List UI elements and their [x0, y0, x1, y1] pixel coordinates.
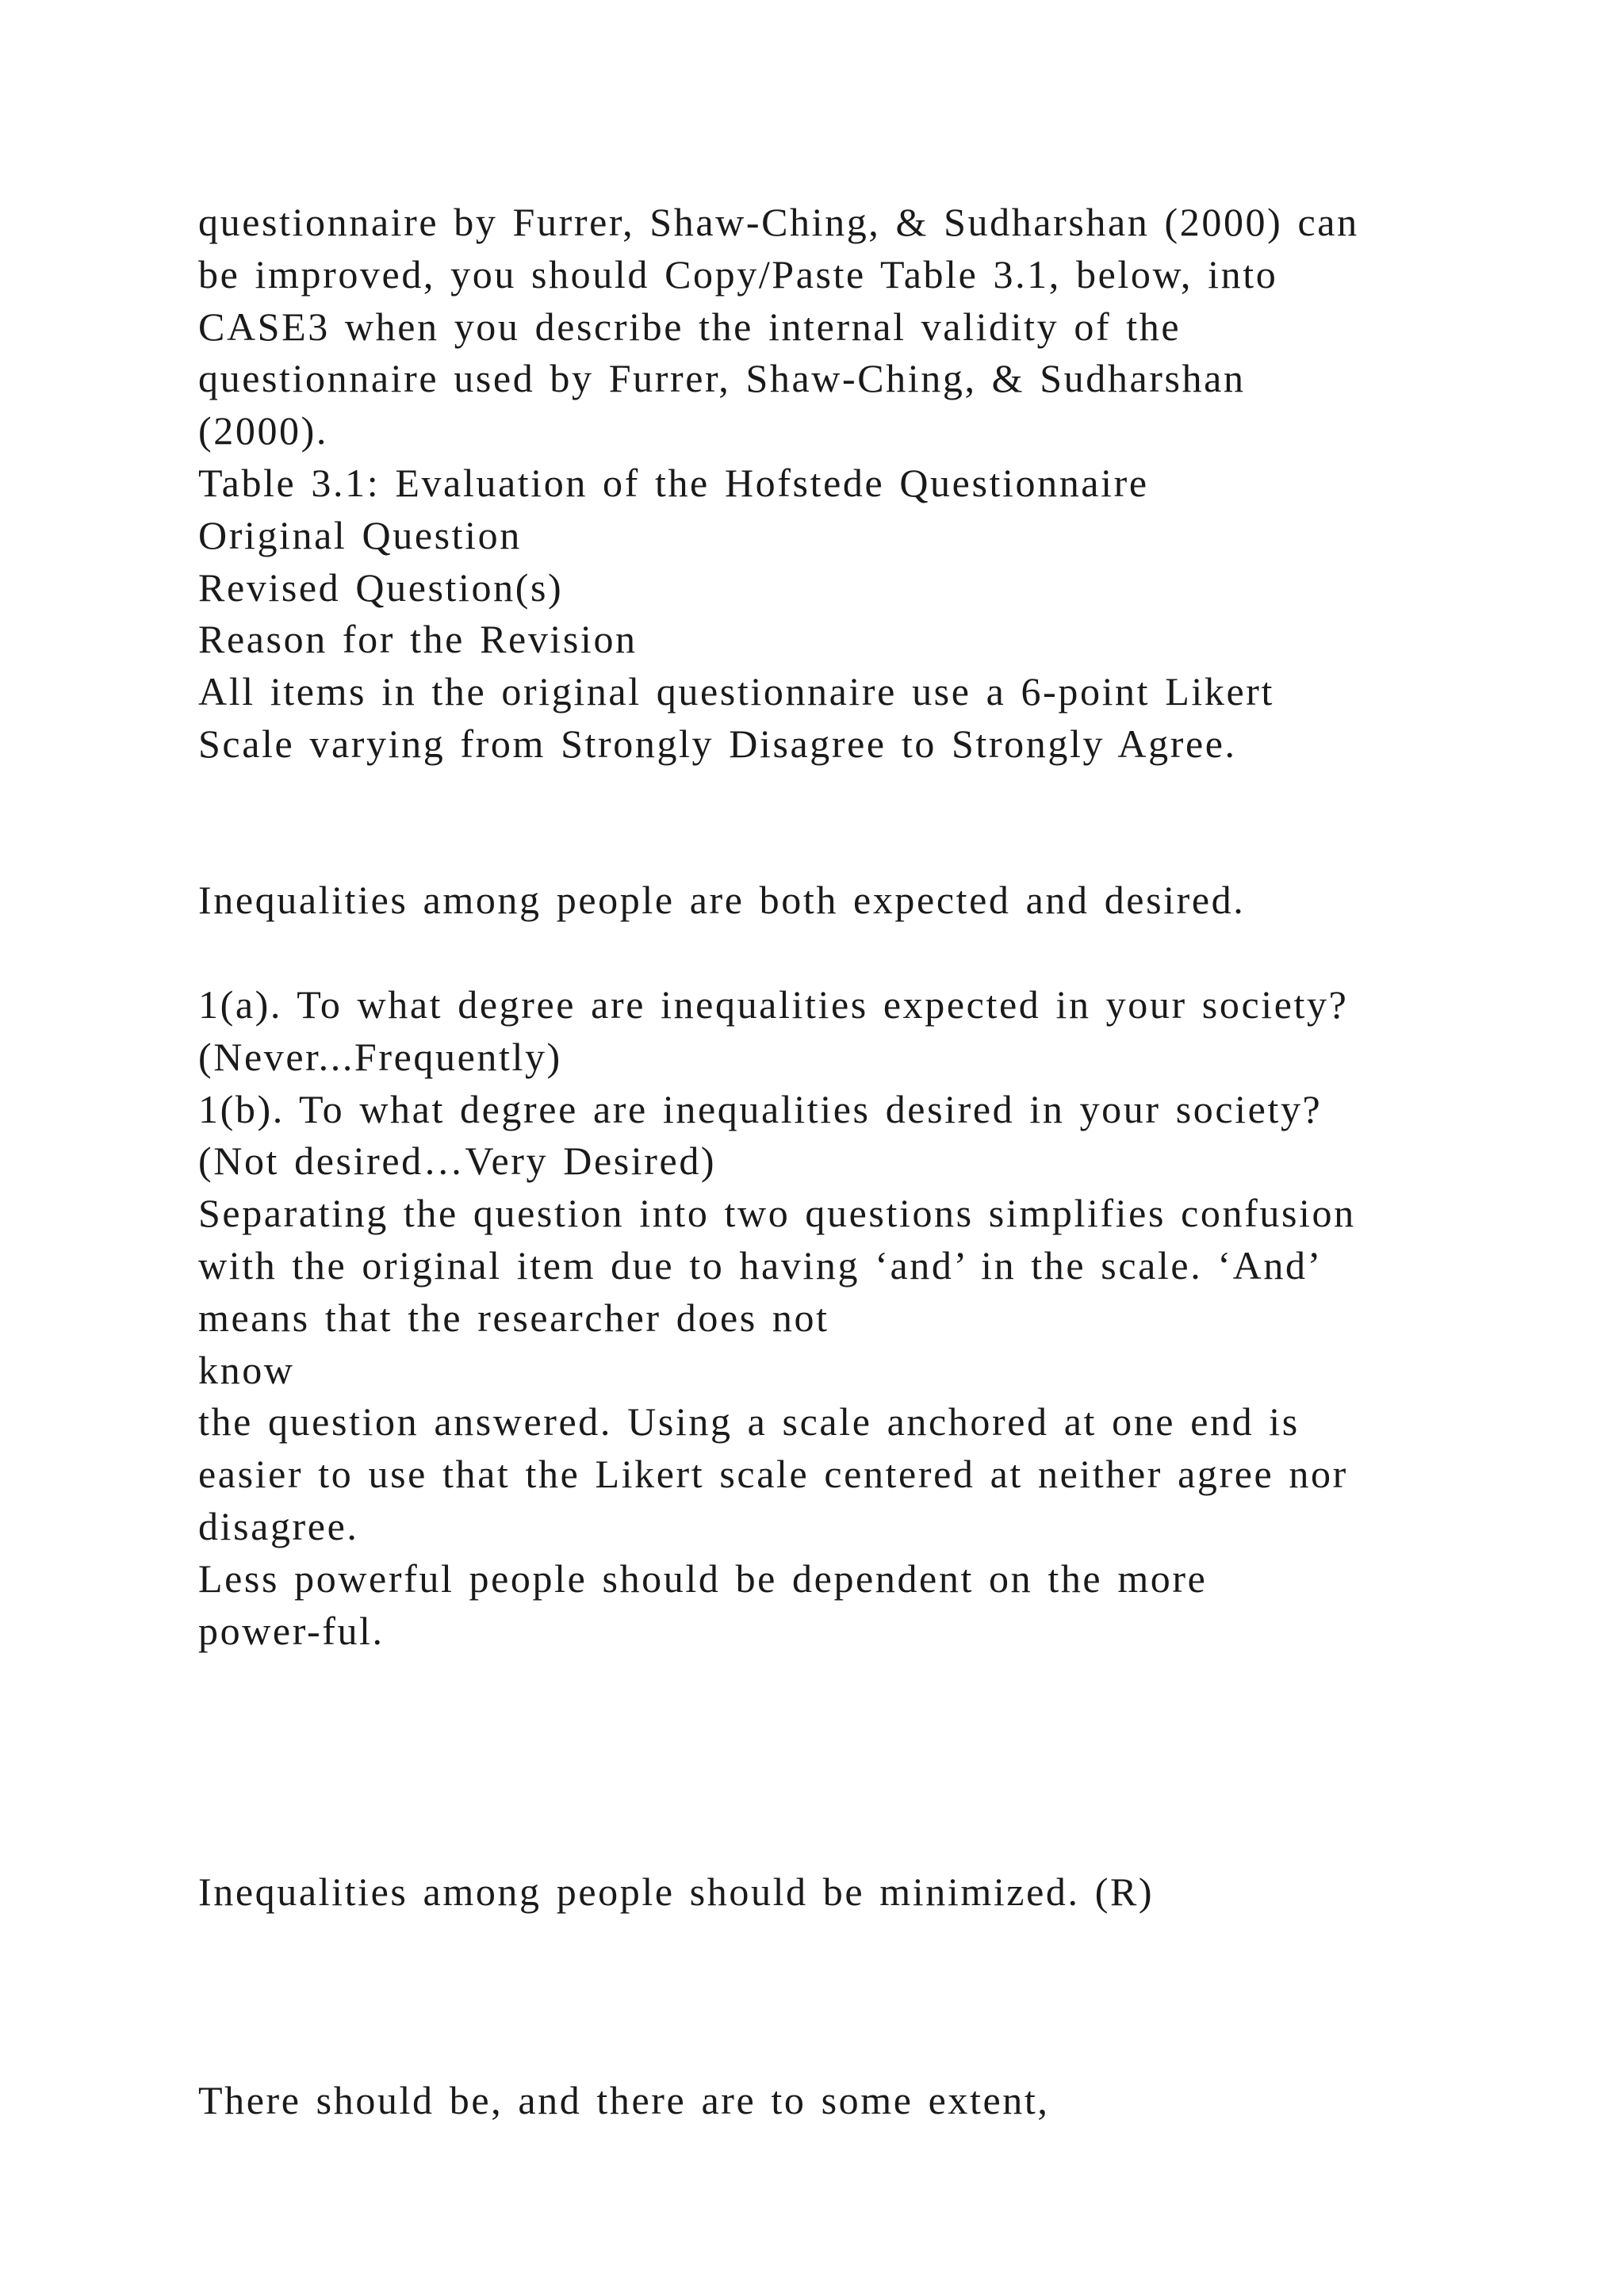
text-line: Scale varying from Strongly Disagree to Strongly Agree. — [198, 721, 1237, 766]
text-line: questionnaire by Furrer, Shaw-Ching, & Sudharshan (2000) can — [198, 200, 1359, 244]
text-line: know — [198, 1347, 295, 1392]
table-header-original: Original Question — [198, 512, 522, 557]
text-line — [198, 1657, 1483, 1709]
text-line — [198, 1762, 1483, 1814]
text-line: disagree. — [198, 1503, 359, 1548]
text-line: Inequalities among people should be minimized. (R) — [198, 1869, 1155, 1914]
text-line — [198, 1709, 1483, 1762]
table-header-reason: Reason for the Revision — [198, 617, 638, 662]
text-line: (2000). — [198, 408, 329, 453]
text-line: CASE3 when you describe the internal validity of the — [198, 304, 1182, 349]
text-line: 1(a). To what degree are inequalities expected in your society? — [198, 982, 1349, 1027]
text-line — [198, 1970, 1483, 2022]
table-title: Table 3.1: Evaluation of the Hofstede Questionnaire — [198, 460, 1149, 505]
table-header-revised: Revised Question(s) — [198, 564, 564, 610]
document-body — [198, 197, 1483, 2126]
text-line: Less powerful people should be dependent on the more — [198, 1556, 1208, 1601]
text-line: with the original item due to having ‘and’ in the scale. ‘And’ — [198, 1242, 1323, 1288]
text-line: means that the researcher does not — [198, 1295, 829, 1340]
text-line — [198, 771, 1483, 823]
text-line: All items in the original questionnaire use a 6-point Likert — [198, 669, 1275, 714]
text-line: There should be, and there are to some extent, — [198, 2077, 1050, 2122]
text-line: easier to use that the Likert scale centered at neither agree nor — [198, 1452, 1348, 1497]
text-line — [198, 823, 1483, 875]
text-line: be improved, you should Copy/Paste Table 3.1, below, into — [198, 251, 1278, 297]
text-line — [198, 927, 1483, 979]
text-line — [198, 2022, 1483, 2075]
text-line: questionnaire used by Furrer, Shaw-Ching, & Sudharshan — [198, 356, 1246, 401]
text-line — [198, 1918, 1483, 1970]
text-line: Separating the question into two questions simplifies confusion — [198, 1191, 1356, 1236]
text-line: (Not desired…Very Desired) — [198, 1138, 717, 1184]
text-line: Inequalities among people are both expected and desired. — [198, 878, 1246, 923]
text-line: (Never...Frequently) — [198, 1034, 562, 1079]
text-line: 1(b). To what degree are inequalities desired in your society? — [198, 1086, 1323, 1131]
text-line — [198, 1814, 1483, 1866]
text-line: the question answered. Using a scale anchored at one end is — [198, 1399, 1300, 1445]
text-line: power-ful. — [198, 1608, 385, 1653]
